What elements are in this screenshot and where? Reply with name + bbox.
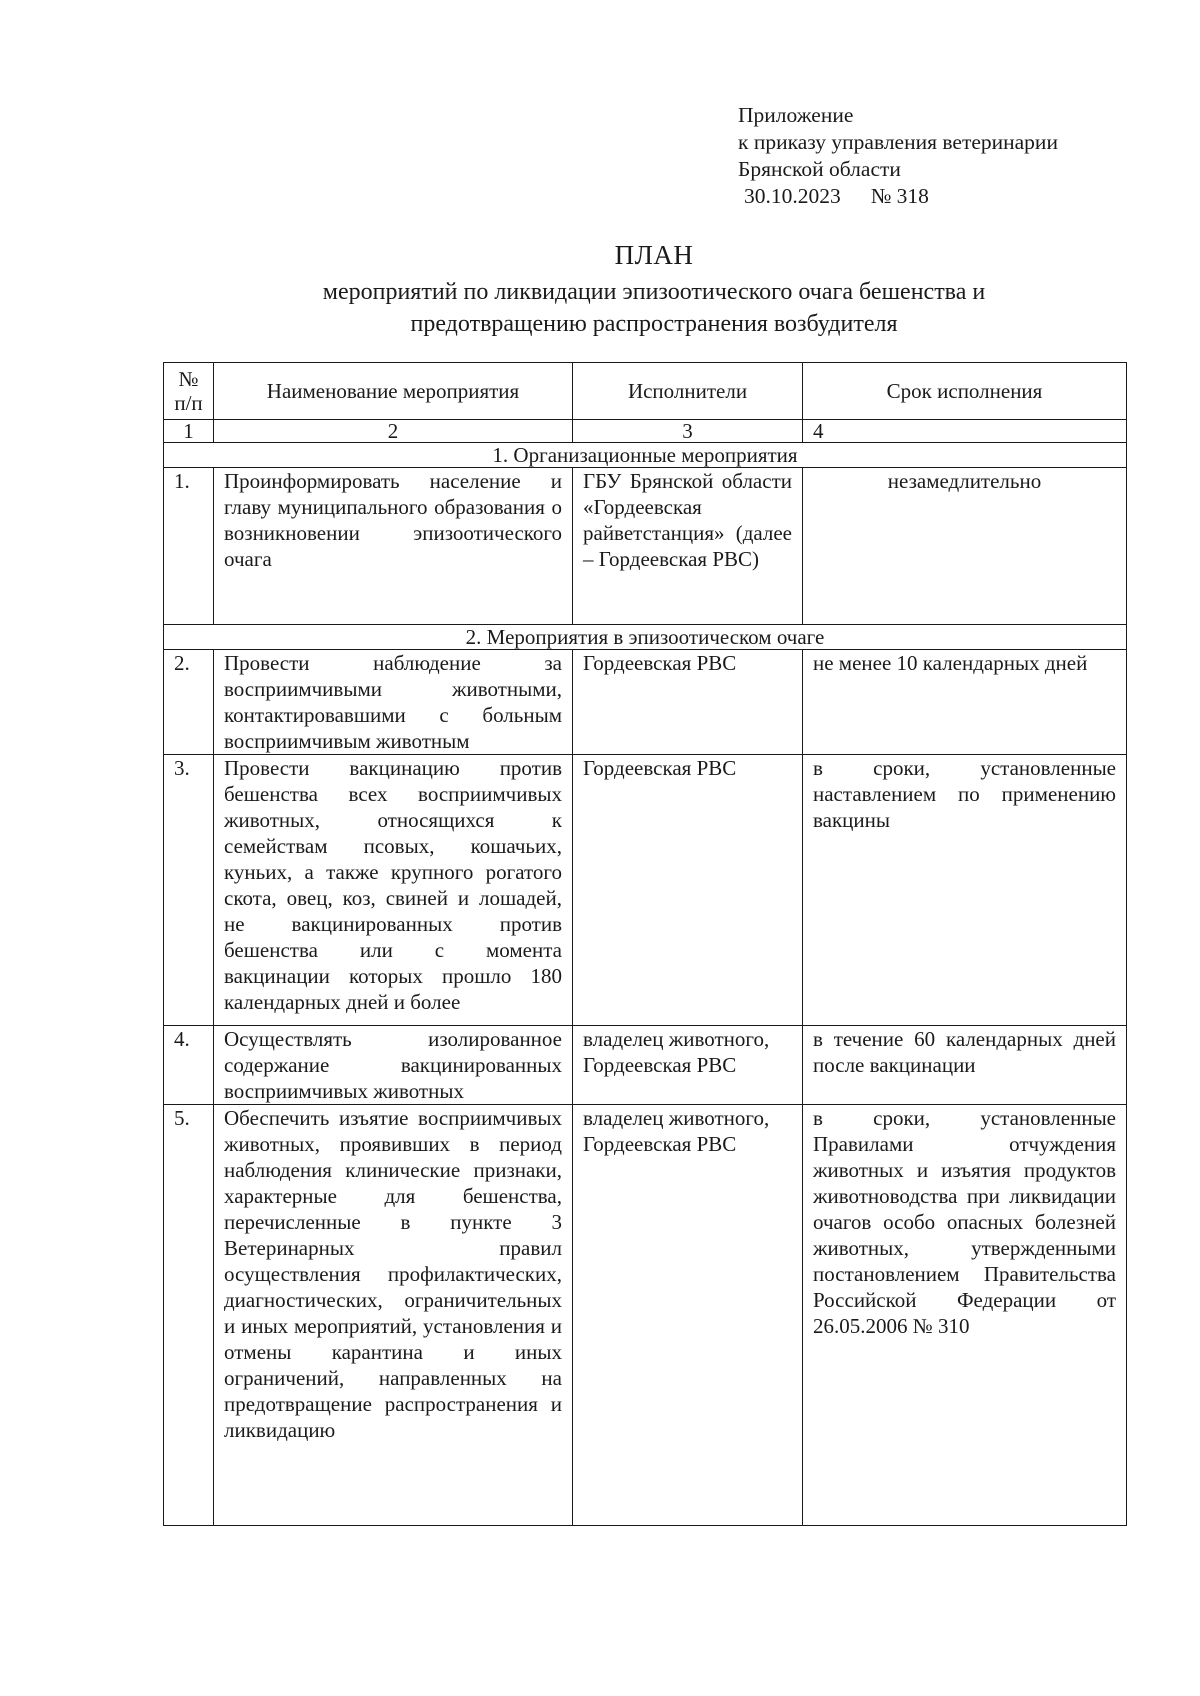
row-deadline: в сроки, установленные наставлением по применению вакцины <box>803 755 1127 1026</box>
appendix-header <box>738 102 1058 210</box>
row-activity: Провести вакцинацию против бешенства всех восприимчивых животных, относящихся к семействам псовых, кошачьих, куньих, а также крупного рогатого скота, овец, коз, свиней и лошадей, не вакцинированных против бешенства или с момента вакцинации которых прошло 180 календарных дней и более <box>214 755 573 1026</box>
order-date: 30.10.2023 <box>744 184 841 208</box>
column-number-row <box>164 420 1127 443</box>
row-number: 2. <box>164 650 214 755</box>
table-row <box>164 650 1127 755</box>
column-number: 1 <box>164 420 214 443</box>
row-executors: владелец животного, Гордеевская РВС <box>573 1105 803 1526</box>
row-deadline: в сроки, установленные Правилами отчуждения животных и изъятия продуктов животноводства при ликвидации очагов особо опасных болезней животных, утвержденными постановлением Правительства Российской Федерации от 26.05.2006 № 310 <box>803 1105 1127 1526</box>
header-number-symbol: № <box>178 367 199 391</box>
row-executors: владелец животного, Гордеевская РВС <box>573 1026 803 1105</box>
appendix-line-3: Брянской области <box>738 157 901 181</box>
row-deadline: не менее 10 календарных дней <box>803 650 1127 755</box>
subtitle-line-1: мероприятий по ликвидации эпизоотического очага бешенства и <box>322 279 986 305</box>
appendix-line-2: к приказу управления ветеринарии <box>738 130 1058 154</box>
column-number: 2 <box>214 420 573 443</box>
table-row <box>164 755 1127 1026</box>
table-header-row <box>164 363 1127 420</box>
header-deadline: Срок исполнения <box>803 363 1127 420</box>
document-subtitle <box>250 276 1058 340</box>
appendix-line-1: Приложение <box>738 103 854 127</box>
appendix-date-line <box>744 183 1058 210</box>
row-activity: Проинформировать население и главу муниципального образования о возникновении эпизоотического очага <box>214 468 573 625</box>
row-executors: Гордеевская РВС <box>573 650 803 755</box>
row-number: 3. <box>164 755 214 1026</box>
row-number: 5. <box>164 1105 214 1526</box>
table-row <box>164 468 1127 625</box>
plan-table <box>163 362 1127 1526</box>
row-deadline: незамедлительно <box>803 468 1127 625</box>
section-row <box>164 625 1127 650</box>
header-number <box>164 363 214 420</box>
header-name: Наименование мероприятия <box>214 363 573 420</box>
subtitle-line-2: предотвращению распространения возбудителя <box>410 311 898 337</box>
row-executors: Гордеевская РВС <box>573 755 803 1026</box>
section-row <box>164 443 1127 468</box>
row-number: 4. <box>164 1026 214 1105</box>
row-executors: ГБУ Брянской области «Гордеевская райветстанция» (далее – Гордеевская РВС) <box>573 468 803 625</box>
table-row <box>164 1105 1127 1526</box>
document-title: ПЛАН <box>614 240 694 270</box>
row-activity: Провести наблюдение за восприимчивыми животными, контактировавшими с больным восприимчивым животным <box>214 650 573 755</box>
section-title: 1. Организационные мероприятия <box>164 443 1127 468</box>
section-title: 2. Мероприятия в эпизоотическом очаге <box>164 625 1127 650</box>
row-activity: Осуществлять изолированное содержание вакцинированных восприимчивых животных <box>214 1026 573 1105</box>
row-deadline: в течение 60 календарных дней после вакцинации <box>803 1026 1127 1105</box>
row-activity: Обеспечить изъятие восприимчивых животных, проявивших в период наблюдения клинические признаки, характерные для бешенства, перечисленные в пункте 3 Ветеринарных правил осуществления профилактических, диагностических, ограничительных и иных мероприятий, установления и отмены карантина и иных ограничений, направленных на предотвращение распространения и ликвидацию <box>214 1105 573 1526</box>
order-number: № 318 <box>870 184 929 208</box>
header-number-abbr: п/п <box>174 391 203 415</box>
column-number: 3 <box>573 420 803 443</box>
table-row <box>164 1026 1127 1105</box>
column-number: 4 <box>803 420 1127 443</box>
header-executors: Исполнители <box>573 363 803 420</box>
row-number: 1. <box>164 468 214 625</box>
